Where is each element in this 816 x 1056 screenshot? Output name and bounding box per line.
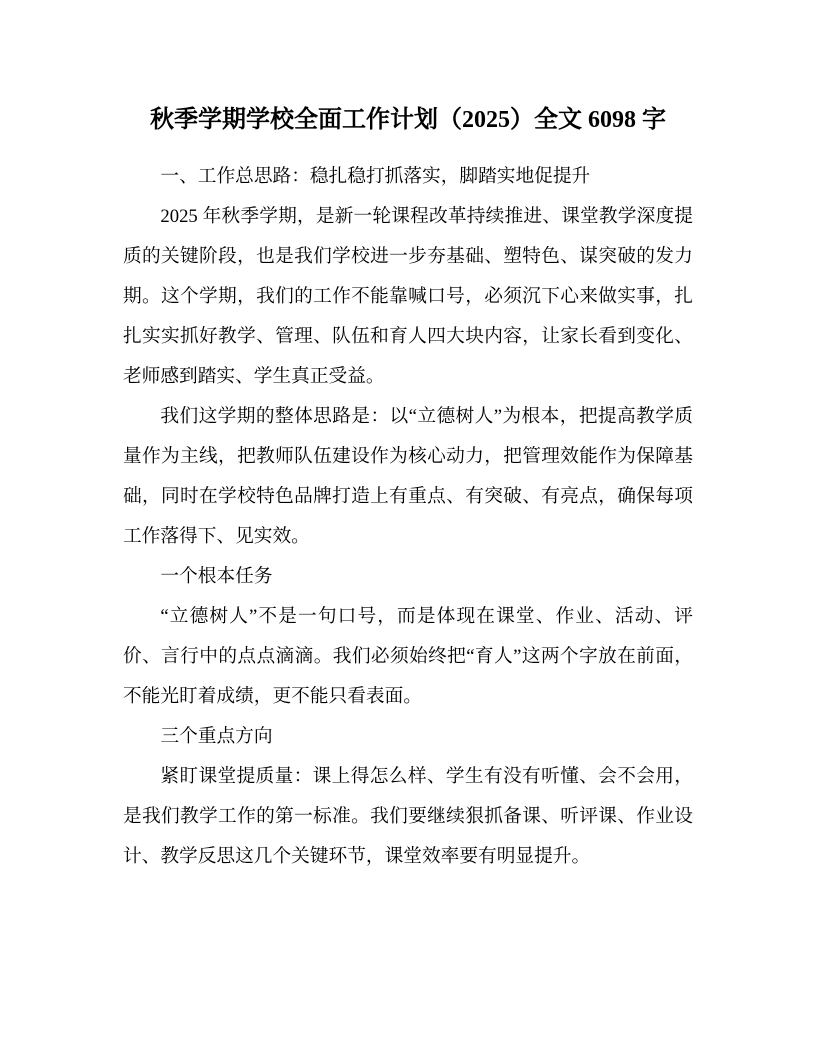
paragraph: 紧盯课堂提质量：课上得怎么样、学生有没有听懂、会不会用，是我们教学工作的第一标准。我们要继续狠抓备课、听评课、作业设计、教学反思这几个关键环节，课堂效率要有明显提升。 [123, 766, 693, 867]
paragraph: “立德树人”不是一句口号，而是体现在课堂、作业、活动、评价、言行中的点点滴滴。我们必须始终把“育人”这两个字放在前面，不能光盯着成绩，更不能只看表面。 [123, 606, 693, 707]
section-subheading: 三个重点方向 [160, 726, 273, 747]
document-title: 秋季学期学校全面工作计划（2025）全文 6098 字 [150, 107, 666, 133]
document-body [123, 157, 693, 877]
paragraph: 我们这学期的整体思路是：以“立德树人”为根本，把提高教学质量作为主线，把教师队伍建设作为核心动力，把管理效能作为保障基础，同时在学校特色品牌打造上有重点、有突破、有亮点，确保每项工作落得下、见实效。 [123, 406, 693, 547]
section-subheading: 一个根本任务 [160, 566, 273, 587]
paragraph: 2025 年秋季学期，是新一轮课程改革持续推进、课堂教学深度提质的关键阶段，也是我们学校进一步夯基础、塑特色、谋突破的发力期。这个学期，我们的工作不能靠喊口号，必须沉下心来做实事，扎扎实实抓好教学、管理、队伍和育人四大块内容，让家长看到变化、老师感到踏实、学生真正受益。 [123, 206, 693, 387]
section-heading: 一、工作总思路：稳扎稳打抓落实，脚踏实地促提升 [160, 166, 591, 187]
